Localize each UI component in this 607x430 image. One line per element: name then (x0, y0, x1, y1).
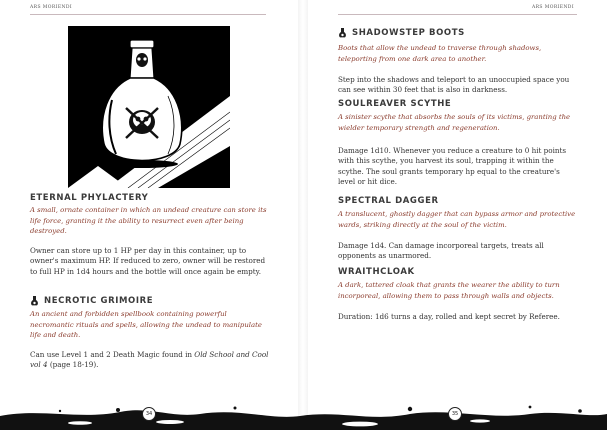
page-gutter (298, 0, 308, 430)
item-body-eternal-phylactery: Owner can store up to 1 HP per day in this container, up to owner's maximum HP. If reduced to zero, owner will be restored to full HP in 1d4 hours and the bottle will once again be empty. (30, 246, 266, 276)
item-title-soulreaver-scythe: SOULREAVER SCYTHE (338, 99, 452, 109)
item-body-necrotic-grimoire (30, 350, 270, 371)
item-description-eternal-phylactery: A small, ornate container in which an undead creature can store its life force, granting it the ability to resurrect even after being destroyed. (30, 206, 267, 236)
item-title-shadowstep-boots: SHADOWSTEP BOOTS (338, 28, 465, 38)
running-head-left: ARS MORIENDI (30, 5, 73, 10)
footer-ink-splatter (0, 402, 607, 430)
item-description-shadowstep-boots: Boots that allow the undead to traverse through shadows, teleporting from one dark area to another. (338, 44, 542, 63)
page-number-right: 35 (448, 407, 462, 421)
item-title-spectral-dagger: SPECTRAL DAGGER (338, 196, 439, 206)
page-number-left: 34 (142, 407, 156, 421)
grimoire-body-post: (page 18-19). (47, 360, 99, 370)
potion-bottle-icon (30, 296, 39, 306)
item-body-shadowstep-boots: Step into the shadows and teleport to an unoccupied space you can see within 30 feet that is also in darkness. (338, 75, 570, 95)
phylactery-illustration (68, 26, 230, 188)
item-description-wraithcloak: A dark, tattered cloak that grants the wearer the ability to turn incorporeal, allowing them to pass through walls and objects. (338, 281, 560, 300)
left-page (0, 0, 298, 430)
item-description-soulreaver-scythe: A sinister scythe that absorbs the souls of its victims, granting the wielder temporary strength and regeneration. (338, 113, 571, 132)
item-title-eternal-phylactery: ETERNAL PHYLACTERY (30, 193, 149, 203)
grimoire-body-pre: Can use Level 1 and 2 Death Magic found in (30, 350, 195, 359)
item-body-soulreaver-scythe: Damage 1d10. Whenever you reduce a creature to 0 hit points with this scythe, you harvest its soul, trapping it within the scythe. The soul grants temporary hp equal to the creature's level or hit dice. (338, 146, 567, 187)
item-description-spectral-dagger: A translucent, ghostly dagger that can bypass armor and protective wards, striking directly at the soul of the victim. (338, 210, 576, 229)
item-body-spectral-dagger: Damage 1d4. Can damage incorporeal targets, treats all opponents as unarmored. (338, 241, 544, 261)
grimoire-body-source: Old School and Cool vol 4 (30, 350, 269, 370)
item-description-necrotic-grimoire: An ancient and forbidden spellbook containing powerful necromantic rituals and spells, allowing the undead to manipulate life and death. (30, 310, 262, 340)
running-head-right: ARS MORIENDI (531, 5, 574, 10)
header-rule-left (30, 14, 266, 15)
right-page (308, 0, 607, 430)
item-title-necrotic-grimoire: NECROTIC GRIMOIRE (30, 296, 153, 306)
header-rule-right (338, 14, 577, 15)
item-title-wraithcloak: WRAITHCLOAK (338, 267, 415, 277)
item-body-wraithcloak: Duration: 1d6 turns a day, rolled and kept secret by Referee. (338, 312, 560, 321)
potion-bottle-icon (338, 28, 347, 38)
